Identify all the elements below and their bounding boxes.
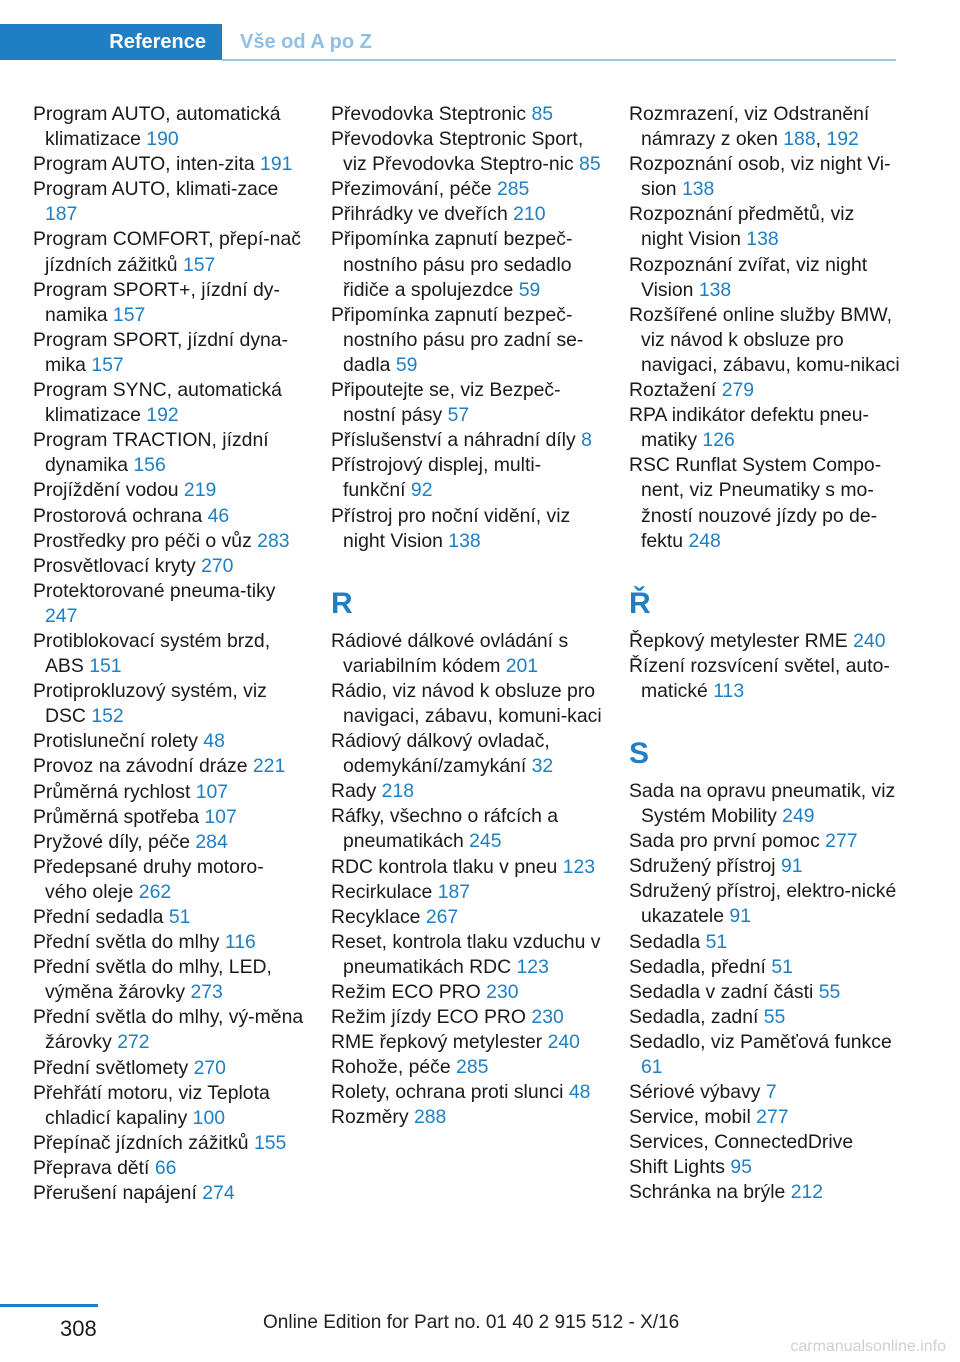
page-reference-link[interactable]: 48: [203, 730, 225, 753]
index-entry: [33, 504, 305, 529]
page-reference-link[interactable]: 151: [89, 655, 122, 678]
index-entry: [33, 1056, 305, 1081]
page-reference-link[interactable]: 138: [681, 178, 715, 201]
index-entry: [629, 629, 901, 654]
page-reference-link[interactable]: 187: [437, 880, 471, 903]
index-entry-text: Rozměry: [331, 1106, 414, 1129]
index-entry-text: Přezimování, péče: [331, 178, 497, 201]
page-reference-link[interactable]: 284: [195, 830, 228, 853]
page-reference-link[interactable]: 270: [193, 1056, 226, 1079]
index-entry-text: Rádiový dálkový ovladač, odemykání/zamykání: [331, 730, 550, 778]
page-reference-link[interactable]: 219: [183, 479, 217, 502]
index-entry: [331, 880, 603, 905]
section-gap: [629, 704, 901, 729]
page-reference-link[interactable]: 240: [547, 1031, 580, 1054]
index-entry: [629, 654, 901, 704]
index-entry-text: Rolety, ochrana proti slunci: [331, 1081, 569, 1104]
index-entry-text: Protiblokovací systém brzd, ABS: [33, 629, 271, 678]
page-reference-link[interactable]: 59: [518, 278, 541, 301]
index-column-3: [629, 102, 901, 1206]
index-entry: [629, 955, 901, 980]
page-reference-link[interactable]: 212: [790, 1181, 824, 1204]
footer-accent-bar: [0, 1304, 98, 1307]
index-entry: [629, 1130, 901, 1155]
page-reference-link[interactable]: 157: [91, 353, 124, 376]
index-entry-text: Program SYNC, automatická klimatizace: [33, 379, 282, 427]
page-reference-link[interactable]: 288: [413, 1106, 447, 1129]
index-entry: [331, 504, 603, 554]
page-reference-link[interactable]: 240: [853, 629, 886, 652]
index-entry-text: Sdružený přístroj: [629, 855, 781, 878]
index-entry: [33, 102, 305, 152]
index-entry-text: Přerušení napájení: [33, 1182, 203, 1205]
index-entry-text: Předepsané druhy motoro‐vého oleje: [33, 855, 264, 903]
index-entry: [33, 1156, 305, 1181]
index-entry-text: Prostředky pro péči o vůz: [33, 529, 258, 552]
index-entry: [331, 102, 603, 127]
index-entry-text: Program AUTO, inten‐zita: [33, 153, 261, 176]
page-reference-link[interactable]: 55: [818, 980, 841, 1003]
index-entry: [331, 428, 603, 453]
page-reference-link[interactable]: 277: [756, 1106, 789, 1129]
index-letter-heading: R: [331, 586, 353, 620]
index-entry-text: Program TRACTION, jízdní dynamika: [33, 429, 269, 477]
index-entry-text: Protisluneční rolety: [33, 730, 204, 753]
index-entry: [331, 980, 603, 1005]
index-entry: [33, 679, 305, 729]
index-entry: [331, 804, 603, 854]
page-reference-link[interactable]: 91: [729, 905, 751, 928]
index-entry-text: Řepkový metylester RME: [629, 629, 854, 652]
page-header: [0, 24, 896, 62]
index-entry: [629, 202, 901, 252]
index-entry-text: Prosvětlovací kryty: [33, 554, 202, 577]
index-letter-heading: Ř: [629, 586, 651, 620]
page-reference-link[interactable]: 221: [252, 755, 286, 778]
tab-reference[interactable]: Reference: [0, 24, 222, 60]
index-entry-text: Rozmrazení, viz Odstranění námrazy z oken: [629, 103, 870, 151]
page-reference-link[interactable]: 262: [138, 880, 172, 903]
index-entry-text: RME řepkový metylester: [331, 1031, 548, 1054]
index-entry-text: Program SPORT, jízdní dyna‐mika: [33, 328, 289, 376]
index-entry: [331, 1005, 603, 1030]
index-entry-text: Sedadla, přední: [629, 955, 772, 978]
page-reference-link[interactable]: 157: [112, 303, 146, 326]
index-entry-text: Připomínka zapnutí bezpeč‐nostního pásu pro sedadlo řidiče a spolujezdce: [331, 228, 573, 301]
index-entry: [629, 378, 901, 403]
index-entry: [33, 328, 305, 378]
page-reference-link[interactable]: 46: [207, 504, 230, 527]
page-reference-link[interactable]: 285: [456, 1056, 489, 1079]
page-reference-link[interactable]: 51: [771, 955, 793, 978]
index-entry-text: Rozpoznání předmětů, viz night Vision: [629, 203, 855, 251]
index-entry: [629, 980, 901, 1005]
index-entry: [331, 1080, 603, 1105]
page-reference-link[interactable]: 245: [469, 830, 502, 853]
page-reference-link[interactable]: 85: [531, 103, 554, 125]
page-reference-link[interactable]: 249: [782, 805, 815, 828]
index-entry-text: Provoz na závodní dráze: [33, 755, 253, 778]
index-entry: [331, 905, 603, 930]
index-entry: [33, 855, 305, 905]
page-ref-separator: ,: [815, 128, 827, 151]
index-entry-text: Průměrná rychlost: [33, 780, 196, 803]
index-entry: [331, 679, 603, 729]
page-reference-link[interactable]: 107: [204, 805, 237, 828]
index-entry: [629, 453, 901, 553]
watermark: carmanualsonline.info: [790, 1338, 946, 1355]
index-entry-text: Přístrojový displej, multi‐funkční: [331, 454, 542, 502]
index-entry-text: Reset, kontrola tlaku vzduchu v pneumatikách RDC: [331, 930, 601, 978]
page-reference-link[interactable]: 157: [182, 253, 216, 276]
page-reference-link[interactable]: 91: [780, 855, 803, 878]
index-entry-text: RPA indikátor defektu pneu‐matiky: [629, 404, 870, 452]
index-entry: [629, 779, 901, 829]
index-entry-text: Program COMFORT, přepí‐nač jízdních zážitků: [33, 228, 301, 276]
index-entry: [629, 303, 901, 378]
index-entry-text: Přeprava dětí: [33, 1156, 155, 1179]
index-entry: [33, 428, 305, 478]
index-entry: [331, 127, 603, 177]
index-entry-text: Sada pro první pomoc: [629, 830, 826, 853]
page-reference-link[interactable]: 100: [192, 1106, 226, 1129]
index-entry-text: Rozpoznání osob, viz night Vi‐sion: [629, 153, 891, 201]
index-entry-text: Sedadla, zadní: [629, 1005, 764, 1028]
index-entry: [629, 253, 901, 303]
index-entry: [629, 930, 901, 955]
index-entry-text: Příslušenství a náhradní díly: [331, 429, 582, 452]
index-entry: [629, 879, 901, 929]
index-entry: [331, 1105, 603, 1130]
index-entry: [331, 1055, 603, 1080]
page-reference-link[interactable]: 126: [702, 429, 735, 452]
page-reference-link[interactable]: 152: [91, 705, 124, 728]
index-entry-text: Projíždění vodou: [33, 479, 184, 502]
page-reference-link[interactable]: 155: [253, 1131, 287, 1154]
page-reference-link[interactable]: 138: [448, 529, 481, 552]
page-reference-link[interactable]: 273: [190, 981, 223, 1004]
index-entry: [33, 780, 305, 805]
page-reference-link[interactable]: 66: [154, 1156, 177, 1179]
index-entry-text: Sada na opravu pneumatik, viz Systém Mobility: [629, 779, 896, 828]
page-reference-link[interactable]: 85: [579, 153, 601, 176]
index-entry: [629, 1080, 901, 1105]
index-entry-text: Přední světlomety: [33, 1056, 194, 1079]
index-entry: [33, 1081, 305, 1131]
index-entry: [33, 378, 305, 428]
page-reference-link[interactable]: 190: [146, 128, 179, 151]
index-entry-text: Prostorová ochrana: [33, 504, 208, 527]
index-entry: [629, 152, 901, 202]
index-entry: [33, 805, 305, 830]
index-entry-text: Průměrná spotřeba: [33, 805, 205, 828]
index-entry-text: Sériové výbavy: [629, 1081, 766, 1104]
index-entry-text: Přední světla do mlhy, LED, výměna žárovky: [33, 956, 272, 1004]
index-entry: [629, 854, 901, 879]
page-reference-link[interactable]: 7: [765, 1081, 777, 1104]
index-entry: [331, 779, 603, 804]
index-entry: [331, 453, 603, 503]
page-reference-link[interactable]: 138: [746, 228, 779, 251]
index-entry: [33, 579, 305, 629]
page-reference-link[interactable]: 230: [531, 1006, 564, 1029]
page-number: 308: [60, 1316, 97, 1341]
index-entry: [331, 177, 603, 202]
index-entry-text: Services, ConnectedDrive: [629, 1131, 854, 1154]
page-reference-link[interactable]: 192: [826, 128, 859, 151]
index-entry-text: Rohože, péče: [331, 1056, 457, 1079]
index-entry: [629, 1105, 901, 1130]
index-entry: [331, 729, 603, 779]
index-entry-text: Service, mobil: [629, 1106, 757, 1129]
page-reference-link[interactable]: 123: [562, 855, 596, 878]
index-entry: [629, 1030, 901, 1080]
index-entry: [33, 955, 305, 1005]
page-reference-link[interactable]: 48: [568, 1081, 591, 1104]
index-entry-text: Režim jízdy ECO PRO: [331, 1006, 532, 1029]
page-reference-link[interactable]: 55: [763, 1005, 786, 1028]
index-entry-text: Řízení rozsvícení světel, auto‐matické: [629, 654, 890, 702]
page-reference-link[interactable]: 192: [146, 404, 179, 427]
index-entry-text: Přední světla do mlhy, vý‐měna žárovky: [33, 1006, 304, 1054]
index-entry: [33, 930, 305, 955]
index-entry: [629, 403, 901, 453]
page-reference-link[interactable]: 279: [721, 379, 755, 402]
index-entry-text: Schránka na brýle: [629, 1181, 791, 1204]
page-reference-link[interactable]: 218: [381, 780, 415, 803]
page-reference-link[interactable]: 57: [447, 404, 470, 427]
index-entry-text: Program AUTO, klimati‐zace: [33, 178, 279, 201]
index-entry-text: RSC Runflat System Compo‐nent, viz Pneumatiky s mo‐žností nouzové jízdy po de‐fektu: [629, 454, 882, 552]
index-entry-text: Rozpoznání zvířat, viz night Vision: [629, 253, 868, 301]
index-entry-text: Shift Lights: [629, 1156, 731, 1179]
index-entry-text: Přístroj pro noční vidění, viz night Vision: [331, 504, 571, 552]
index-entry-text: Program SPORT+, jízdní dy‐namika: [33, 278, 280, 326]
index-entry: [629, 1005, 901, 1030]
page-reference-link[interactable]: 113: [713, 679, 745, 702]
index-entry-text: Recirkulace: [331, 880, 438, 903]
index-entry-text: Sedadla v zadní části: [629, 980, 819, 1003]
index-entry: [33, 830, 305, 855]
page-reference-link[interactable]: 272: [117, 1031, 150, 1054]
header-divider: [222, 59, 896, 61]
index-entry-text: Protektorované pneuma‐tiky: [33, 579, 276, 602]
page-reference-link[interactable]: 247: [45, 604, 78, 627]
page-reference-link[interactable]: 285: [496, 178, 530, 201]
index-entry: [331, 227, 603, 302]
index-entry-text: Recyklace: [331, 905, 426, 928]
index-entry: [33, 629, 305, 679]
page-reference-link[interactable]: 230: [486, 981, 519, 1003]
page-reference-link[interactable]: 283: [257, 529, 290, 552]
page-reference-link[interactable]: 270: [201, 554, 234, 577]
page-reference-link[interactable]: 32: [531, 755, 554, 778]
index-entry: [33, 529, 305, 554]
index-entry: [331, 202, 603, 227]
index-entry-text: Přepínač jízdních zážitků: [33, 1131, 254, 1154]
index-entry: [629, 829, 901, 854]
index-entry-text: Protiprokluzový systém, viz DSC: [33, 680, 267, 728]
page-reference-link[interactable]: 267: [425, 905, 459, 928]
index-entry-text: Připomínka zapnutí bezpeč‐nostního pásu pro zadní se‐dadla: [331, 303, 584, 376]
page-reference-link[interactable]: 156: [133, 454, 166, 477]
section-gap: [331, 554, 603, 579]
index-entry-text: Ráfky, všechno o ráfcích a pneumatikách: [331, 805, 559, 853]
page-reference-link[interactable]: 188: [783, 128, 816, 151]
index-entry-text: Rádiové dálkové ovládání s variabilním kódem: [331, 629, 569, 677]
page-reference-link[interactable]: 201: [505, 654, 539, 677]
index-entry: [33, 1181, 305, 1206]
index-entry-text: Režim ECO PRO: [331, 981, 487, 1003]
index-entry-text: Sedadlo, viz Paměťová funkce: [629, 1030, 892, 1053]
page-reference-link[interactable]: 274: [202, 1182, 235, 1205]
page-reference-link[interactable]: 61: [641, 1056, 663, 1078]
index-entry: [629, 1155, 901, 1180]
index-entry-text: Sdružený přístroj, elektro‐nické ukazatele: [629, 880, 897, 928]
page-reference-link[interactable]: 51: [705, 930, 728, 953]
index-entry: [33, 754, 305, 779]
index-entry-text: Přední světla do mlhy: [33, 931, 225, 954]
index-entry-text: Rady: [331, 780, 382, 803]
index-entry: [331, 1030, 603, 1055]
edition-note: Online Edition for Part no. 01 40 2 915 512 - X/16: [263, 1312, 680, 1333]
page-reference-link[interactable]: 138: [698, 278, 732, 301]
page-reference-link[interactable]: 92: [410, 479, 433, 502]
index-entry: [331, 303, 603, 378]
page-reference-link[interactable]: 191: [260, 153, 293, 176]
index-entry: [33, 278, 305, 328]
index-column-2: [331, 102, 603, 1131]
index-entry: [33, 554, 305, 579]
index-entry-text: Roztažení: [629, 379, 722, 402]
index-entry-text: Převodovka Steptronic: [331, 103, 532, 125]
index-entry: [331, 378, 603, 428]
index-entry-text: Pryžové díly, péče: [33, 830, 196, 853]
index-entry: [331, 930, 603, 980]
index-entry: [629, 102, 901, 152]
tab-section-a-z[interactable]: Vše od A po Z: [240, 31, 372, 53]
index-entry-text: Převodovka Steptronic Sport, viz Převodovka Steptro‐nic: [331, 128, 584, 176]
index-entry-text: RDC kontrola tlaku v pneu: [331, 855, 563, 878]
page-reference-link[interactable]: 51: [168, 906, 191, 928]
index-entry: [33, 152, 305, 177]
index-entry: [33, 729, 305, 754]
index-entry-text: Rozšířené online služby BMW, viz návod k obsluze pro navigaci, zábavu, komu‐nikaci: [629, 303, 900, 376]
page-reference-link[interactable]: 8: [581, 429, 592, 452]
index-entry: [629, 1180, 901, 1205]
page-reference-link[interactable]: 107: [195, 780, 229, 803]
index-entry-text: Připoutejte se, viz Bezpeč‐nostní pásy: [331, 379, 561, 427]
page-reference-link[interactable]: 210: [513, 203, 546, 226]
page-reference-link[interactable]: 187: [45, 203, 78, 226]
page-reference-link[interactable]: 248: [688, 529, 721, 552]
index-entry: [33, 1131, 305, 1156]
index-letter-heading: S: [629, 736, 650, 770]
index-entry: [33, 177, 305, 227]
index-entry-text: Program AUTO, automatická klimatizace: [33, 103, 281, 151]
index-entry-text: Přední sedadla: [33, 906, 169, 928]
index-entry-text: Přihrádky ve dveřích: [331, 203, 514, 226]
index-entry-text: Přehřátí motoru, viz Teplota chladicí kapaliny: [33, 1081, 270, 1129]
index-entry-text: Rádio, viz návod k obsluze pro navigaci, zábavu, komuni‐kaci: [331, 679, 602, 727]
page-reference-link[interactable]: 116: [224, 931, 256, 954]
index-entry: [33, 905, 305, 930]
index-entry: [33, 478, 305, 503]
page-reference-link[interactable]: 59: [395, 353, 418, 376]
page-reference-link[interactable]: 123: [516, 955, 549, 978]
index-entry-text: Sedadla: [629, 930, 706, 953]
page-reference-link[interactable]: 95: [730, 1156, 752, 1179]
page-reference-link[interactable]: 277: [825, 830, 858, 853]
index-entry: [33, 227, 305, 277]
index-column-1: [33, 102, 305, 1206]
index-entry: [331, 629, 603, 679]
index-entry: [331, 855, 603, 880]
index-entry: [33, 1005, 305, 1055]
section-gap: [629, 554, 901, 579]
